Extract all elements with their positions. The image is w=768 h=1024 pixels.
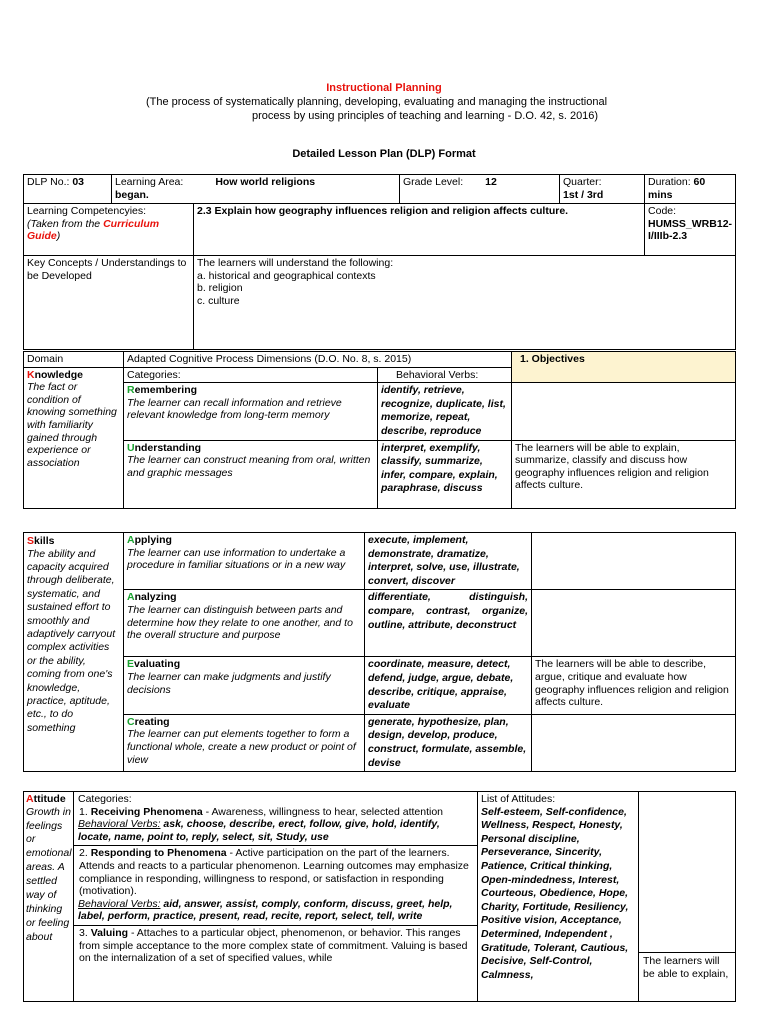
quarter-cell: Quarter: 1st / 3rd: [560, 175, 645, 204]
code-cell: Code: HUMSS_WRB12-I/IIIb-2.3: [645, 204, 736, 256]
receiving-verbs: Behavioral Verbs: ask, choose, describe, erect, follow, give, hold, identify, locate, name, point to, reply, select, sit, Study, use: [78, 818, 440, 843]
remembering-verbs: identify, retrieve, recognize, duplicate, list, memorize, repeat, describe, reproduce: [378, 383, 512, 440]
understanding-verbs: interpret, exemplify, classify, summarize, infer, compare, explain, paraphrase, discuss: [378, 440, 512, 508]
subtitle-line-2: process by using principles of teaching and learning - D.O. 42, s. 2016): [252, 110, 599, 122]
dimensions-header: Adapted Cognitive Process Dimensions (D.O. No. 8, s. 2015): [124, 352, 512, 368]
knowledge-domain-cell: Knowledge The fact or condition of knowing something with familiarity gained through experience or association: [24, 367, 124, 508]
format-title: Detailed Lesson Plan (DLP) Format: [292, 148, 476, 160]
skills-table: [23, 532, 736, 772]
knowledge-table: [23, 351, 736, 509]
evaluating-objective: The learners will be able to describe, argue, critique and evaluate how geography influences religion and religion affects culture.: [532, 657, 736, 714]
valuing-phenomena: 3. Valuing - Attaches to a particular object, phenomenon, or behavior. This ranges from simple acceptance to the more complex state of commitment. Valuing is based on the internalization of a set of specified values, while: [74, 925, 477, 965]
analyzing-objective: [532, 590, 736, 657]
grade-level-cell: Grade Level: 12: [400, 175, 560, 204]
attitude-list-cell: List of Attitudes: Self-esteem, Self-confidence, Wellness, Respect, Honesty, Personal discipline, Perseverance, Sincerity, Patience, Critical thinking, Open-mindedness, Interest, Courteous, Obedience, Hope, Charity, Fortitude, Resiliency, Positive vision, Acceptance, Determined, Independent , Gratitude, Tolerant, Cautious, Decisive, Self-Control, Calmness,: [478, 792, 639, 1002]
objectives-header: 1. Objectives: [512, 352, 736, 383]
applying-cell: Applying The learner can use information to undertake a procedure in familiar situations or in a new way: [124, 533, 365, 590]
evaluating-verbs: coordinate, measure, detect, defend, judge, argue, debate, describe, critique, appraise, evaluate: [365, 657, 532, 714]
applying-objective: [532, 533, 736, 590]
verbs-header: Behavioral Verbs:: [378, 367, 512, 383]
responding-verbs: Behavioral Verbs: aid, answer, assist, comply, conform, discuss, greet, help, label, perform, practice, present, read, recite, report, select, tell, write: [78, 897, 453, 923]
attitude-table: [23, 791, 736, 1002]
attitude-categories-cell: Categories: 1. Receiving Phenomena - Awareness, willingness to hear, selected attention Behavioral Verbs: ask, choose, describe, erect, follow, give, hold, identify, locate, name, point to, reply, select, sit, Study, use 2. Responding to Phenomena - Active participation on the part of the learners. Attends and reacts to a particular phenomenon. Learning outcomes may emphasize compliance in responding, willingness to respond, or satisfaction in responding (motivation). Behavioral Verbs: aid, answer, assist, comply, conform, discuss, greet, help, label, perform, practice, present, read, recite, report, select, tell, write 3. Valuing - Attaches to a particular object, phenomenon, or behavior. This ranges from simple acceptance to the more complex state of commitment. Valuing is based on the internalization of a set of specified values, while: [74, 792, 478, 1002]
competency-value-cell: 2.3 Explain how geography influences religion and religion affects culture.: [194, 204, 645, 256]
creating-objective: [532, 714, 736, 771]
categories-header: Categories:: [124, 367, 378, 383]
attitude-domain-cell: Attitude Growth in feelings or emotional areas. A settled way of thinking or feeling about: [24, 792, 74, 1002]
analyzing-cell: Analyzing The learner can distinguish between parts and determine how they relate to one another, and to the overall structure and purpose: [124, 590, 365, 657]
creating-cell: Creating The learner can put elements together to form a functional whole, create a new product or point of view: [124, 714, 365, 771]
lesson-info-table: [23, 174, 736, 350]
evaluating-cell: Evaluating The learner can make judgments and justify decisions: [124, 657, 365, 714]
attitude-objective-cell: The learners will be able to explain,: [639, 792, 736, 1002]
remembering-objective: [512, 383, 736, 440]
competency-label-cell: Learning Competencyies: (Taken from the Curriculum Guide): [24, 204, 194, 256]
responding-phenomena: 2. Responding to Phenomena - Active participation on the part of the learners. Attends and reacts to a particular phenomenon. Learning outcomes may emphasize compliance in responding, willingness to respond, or satisfaction in responding (motivation).: [74, 845, 477, 897]
skills-domain-cell: Skills The ability and capacity acquired through deliberate, systematic, and sustained effort to smoothly and adaptively carryout complex activities or the ability, coming from one's knowledge, practice, aptitude, etc., to do something: [24, 533, 124, 772]
key-concepts-value: The learners will understand the following: a. historical and geographical contexts b. religion c. culture: [194, 256, 736, 350]
document-title: Instructional Planning: [326, 82, 442, 94]
analyzing-verbs: differentiate, distinguish, compare, contrast, organize, outline, attribute, deconstruct: [365, 590, 532, 657]
creating-verbs: generate, hypothesize, plan, design, develop, produce, construct, formulate, assemble, devise: [365, 714, 532, 771]
understanding-cell: Understanding The learner can construct meaning from oral, written and graphic messages: [124, 440, 378, 508]
duration-cell: Duration: 60 mins: [645, 175, 736, 204]
key-concepts-label: Key Concepts / Understandings to be Developed: [24, 256, 194, 350]
understanding-objective: The learners will be able to explain, summarize, classify and discuss how geography influences religion and religion affects culture.: [512, 440, 736, 508]
domain-header: Domain: [24, 352, 124, 368]
dlp-number-cell: DLP No.: 03: [24, 175, 112, 204]
learning-area-cell: Learning Area: How world religions began.: [112, 175, 400, 204]
receiving-phenomena: 1. Receiving Phenomena - Awareness, willingness to hear, selected attention: [79, 805, 444, 818]
applying-verbs: execute, implement, demonstrate, dramatize, interpret, solve, use, illustrate, convert, discover: [365, 533, 532, 590]
remembering-cell: Remembering The learner can recall information and retrieve relevant knowledge from long-term memory: [124, 383, 378, 440]
subtitle-line-1: (The process of systematically planning, developing, evaluating and managing the instructional: [146, 96, 608, 108]
